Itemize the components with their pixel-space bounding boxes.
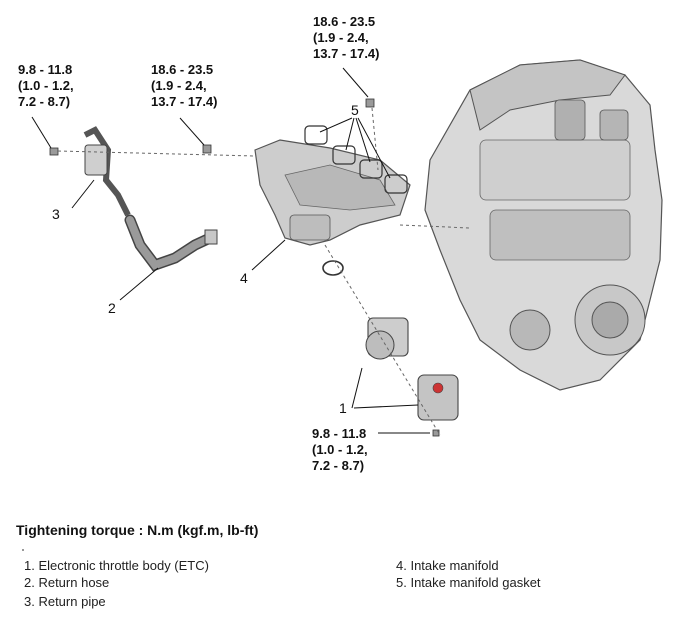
divider-dot bbox=[22, 549, 24, 551]
callout-3: 3 bbox=[52, 206, 60, 222]
engine-block bbox=[425, 60, 662, 390]
return-hose bbox=[130, 220, 217, 265]
torque-label-manifold-nut: 18.6 - 23.5 (1.9 - 2.4, 13.7 - 17.4) bbox=[151, 62, 218, 109]
o-ring bbox=[323, 261, 343, 275]
legend-item-4: 4. Intake manifold bbox=[396, 558, 499, 573]
callout-4: 4 bbox=[240, 270, 248, 286]
legend-item-2: 2. Return hose bbox=[24, 575, 110, 590]
torque-label-manifold-bolt: 18.6 - 23.5 (1.9 - 2.4, 13.7 - 17.4) bbox=[313, 14, 380, 61]
torque-label-return-pipe-bolt: 9.8 - 11.8 (1.0 - 1.2, 7.2 - 8.7) bbox=[18, 62, 74, 109]
legend-item-1: 1. Electronic throttle body (ETC) bbox=[24, 558, 209, 573]
leader-lines bbox=[32, 68, 430, 433]
legend-item-5: 5. Intake manifold gasket bbox=[396, 575, 541, 590]
callout-5: 5 bbox=[351, 102, 359, 118]
torque-label-throttle-body-bolt: 9.8 - 11.8 (1.0 - 1.2, 7.2 - 8.7) bbox=[312, 426, 368, 473]
electronic-throttle-body bbox=[366, 318, 458, 420]
return-pipe bbox=[85, 130, 128, 215]
callout-1: 1 bbox=[339, 400, 347, 416]
legend-title: Tightening torque : N.m (kgf.m, lb-ft) bbox=[16, 522, 259, 538]
callout-2: 2 bbox=[108, 300, 116, 316]
legend-item-3: 3. Return pipe bbox=[24, 594, 106, 609]
